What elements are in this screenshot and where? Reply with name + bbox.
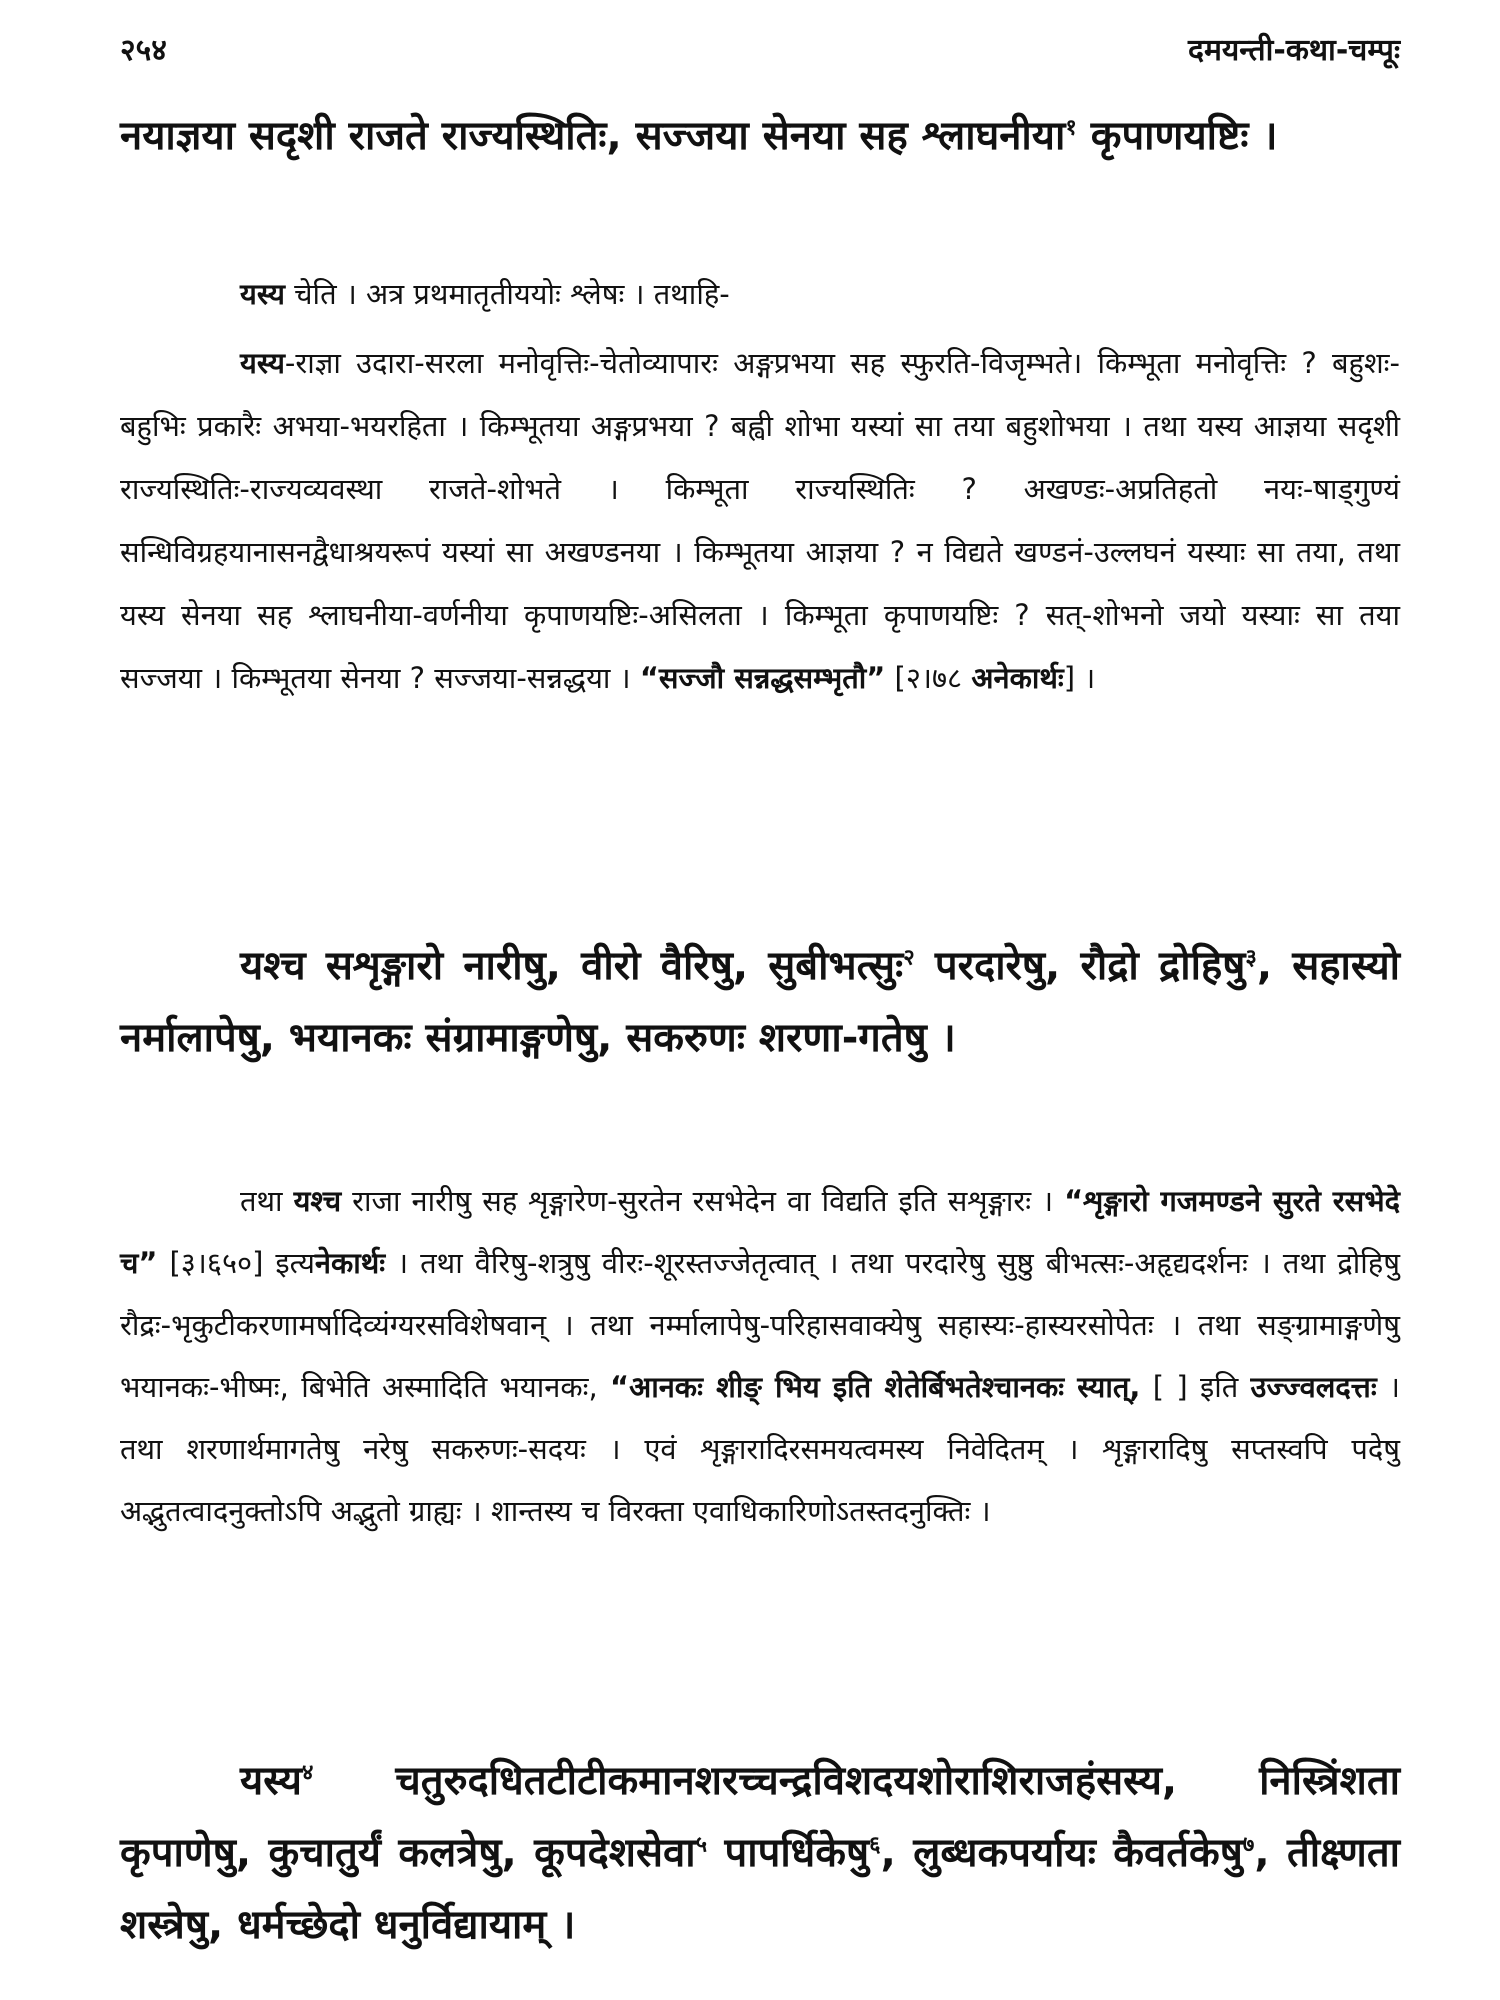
verse-1: नयाज्ञया सदृशी राजते राज्यस्थितिः, सज्जया सेनया सह श्लाघनीया$^१$ कृपाणयष्टिः । xyxy=(120,113,1278,159)
page-number: २५४ xyxy=(120,33,167,68)
verse-2: यश्च सशृङ्गारो नारीषु, वीरो वैरिषु, सुबीभत्सुः$^२$ परदारेषु, रौद्रो द्रोहिषु$^३$, सहास्यो नर्मालापेषु, भयानकः संग्रामाङ्गणेषु, सकरुणः शरणा-गतेषु । xyxy=(120,943,1401,1061)
footnote-mark: ३ xyxy=(1245,945,1257,971)
footnote-mark: ४ xyxy=(301,1760,314,1786)
footnote-mark: ७ xyxy=(1242,1832,1255,1858)
running-title: दमयन्ती-कथा-चम्पूः xyxy=(1188,33,1400,68)
footnote-mark: १ xyxy=(1065,115,1077,141)
footnote-mark: २ xyxy=(903,945,915,971)
commentary-1: यस्य चेति । अत्र प्रथमातृतीययोः श्लेषः । तथाहि- xyxy=(240,277,730,311)
commentary-2: यस्य-राज्ञा उदारा-सरला मनोवृत्तिः-चेतोव्यापारः अङ्गप्रभया सह स्फुरति-विजृम्भते। किम्भूता मनोवृत्तिः ? बहुशः-बहुभिः प्रकारैः अभया-भयरहिता । किम्भूतया अङ्गप्रभया ? बह्वी शोभा यस्यां सा तया बहुशोभया । तथा यस्य आज्ञया सदृशी राज्यस्थितिः-राज्यव्यवस्था राजते-शोभते । किम्भूता राज्यस्थितिः ? अखण्डः-अप्रतिहतो नयः-षाड्गुण्यं सन्धिविग्रहयानासनद्वैधाश्रयरूपं यस्यां सा अखण्डनया । किम्भूतया आज्ञया ? न विद्यते खण्डनं-उल्लघनं यस्याः सा तया, तथा यस्य सेनया सह श्लाघनीया-वर्णनीया कृपाणयष्टिः-असिलता । किम्भूता कृपाणयष्टिः ? सत्-शोभनो जयो यस्याः सा तया सज्जया । किम्भूतया सेनया ? सज्जया-सन्नद्धया । “सज्जौ सन्नद्धसम्भृतौ” [२।७८ अनेकार्थः] । xyxy=(120,346,1400,695)
verse-3: यस्य$^४$ चतुरुदधितटीटीकमानशरच्चन्द्रविशदयशोराशिराजहंसस्य, निस्त्रिंशता कृपाणेषु, कुचातुर्यं कलत्रेषु, कूपदेशसेवा$^५$ पापर्धिकेषु$^६$, लुब्धकपर्यायः कैवर्तकेषु$^७$, तीक्ष्णता शस्त्रेषु, धर्मच्छेदो धनुर्विद्यायाम् । xyxy=(120,1758,1400,1948)
footnote-mark: ५ xyxy=(695,1832,708,1858)
commentary-3: तथा यश्च राजा नारीषु सह शृङ्गारेण-सुरतेन रसभेदेन वा विद्यति इति सशृङ्गारः । “शृङ्गारो गजमण्डने सुरते रसभेदे च” [३।६५०] इत्यनेकार्थः । तथा वैरिषु-शत्रुषु वीरः-शूरस्तज्जेतृत्वात् । तथा परदारेषु सुष्ठु बीभत्सः-अहृद्यदर्शनः । तथा द्रोहिषु रौद्रः-भृकुटीकरणामर्षादिव्यंग्यरसविशेषवान् । तथा नर्म्मालापेषु-परिहासवाक्येषु सहास्यः-हास्यरसोपेतः । तथा सङ्ग्रामाङ्गणेषु भयानकः-भीष्मः, बिभेति अस्मादिति भयानकः, “आनकः शीङ् भिय इति शेतेर्बिभतेश्चानकः स्यात्, [ ] इति उज्ज्वलदत्तः । तथा शरणार्थमागतेषु नरेषु सकरुणः-सदयः । एवं शृङ्गारादिरसमयत्वमस्य निवेदितम् । शृङ्गारादिषु सप्तस्वपि पदेषु अद्भुतत्वादनुक्तोऽपि अद्भुतो ग्राह्यः । शान्तस्य च विरक्ता एवाधिकारिणोऽतस्तदनुक्तिः । xyxy=(120,1184,1400,1528)
footnote-mark: ६ xyxy=(869,1832,881,1858)
